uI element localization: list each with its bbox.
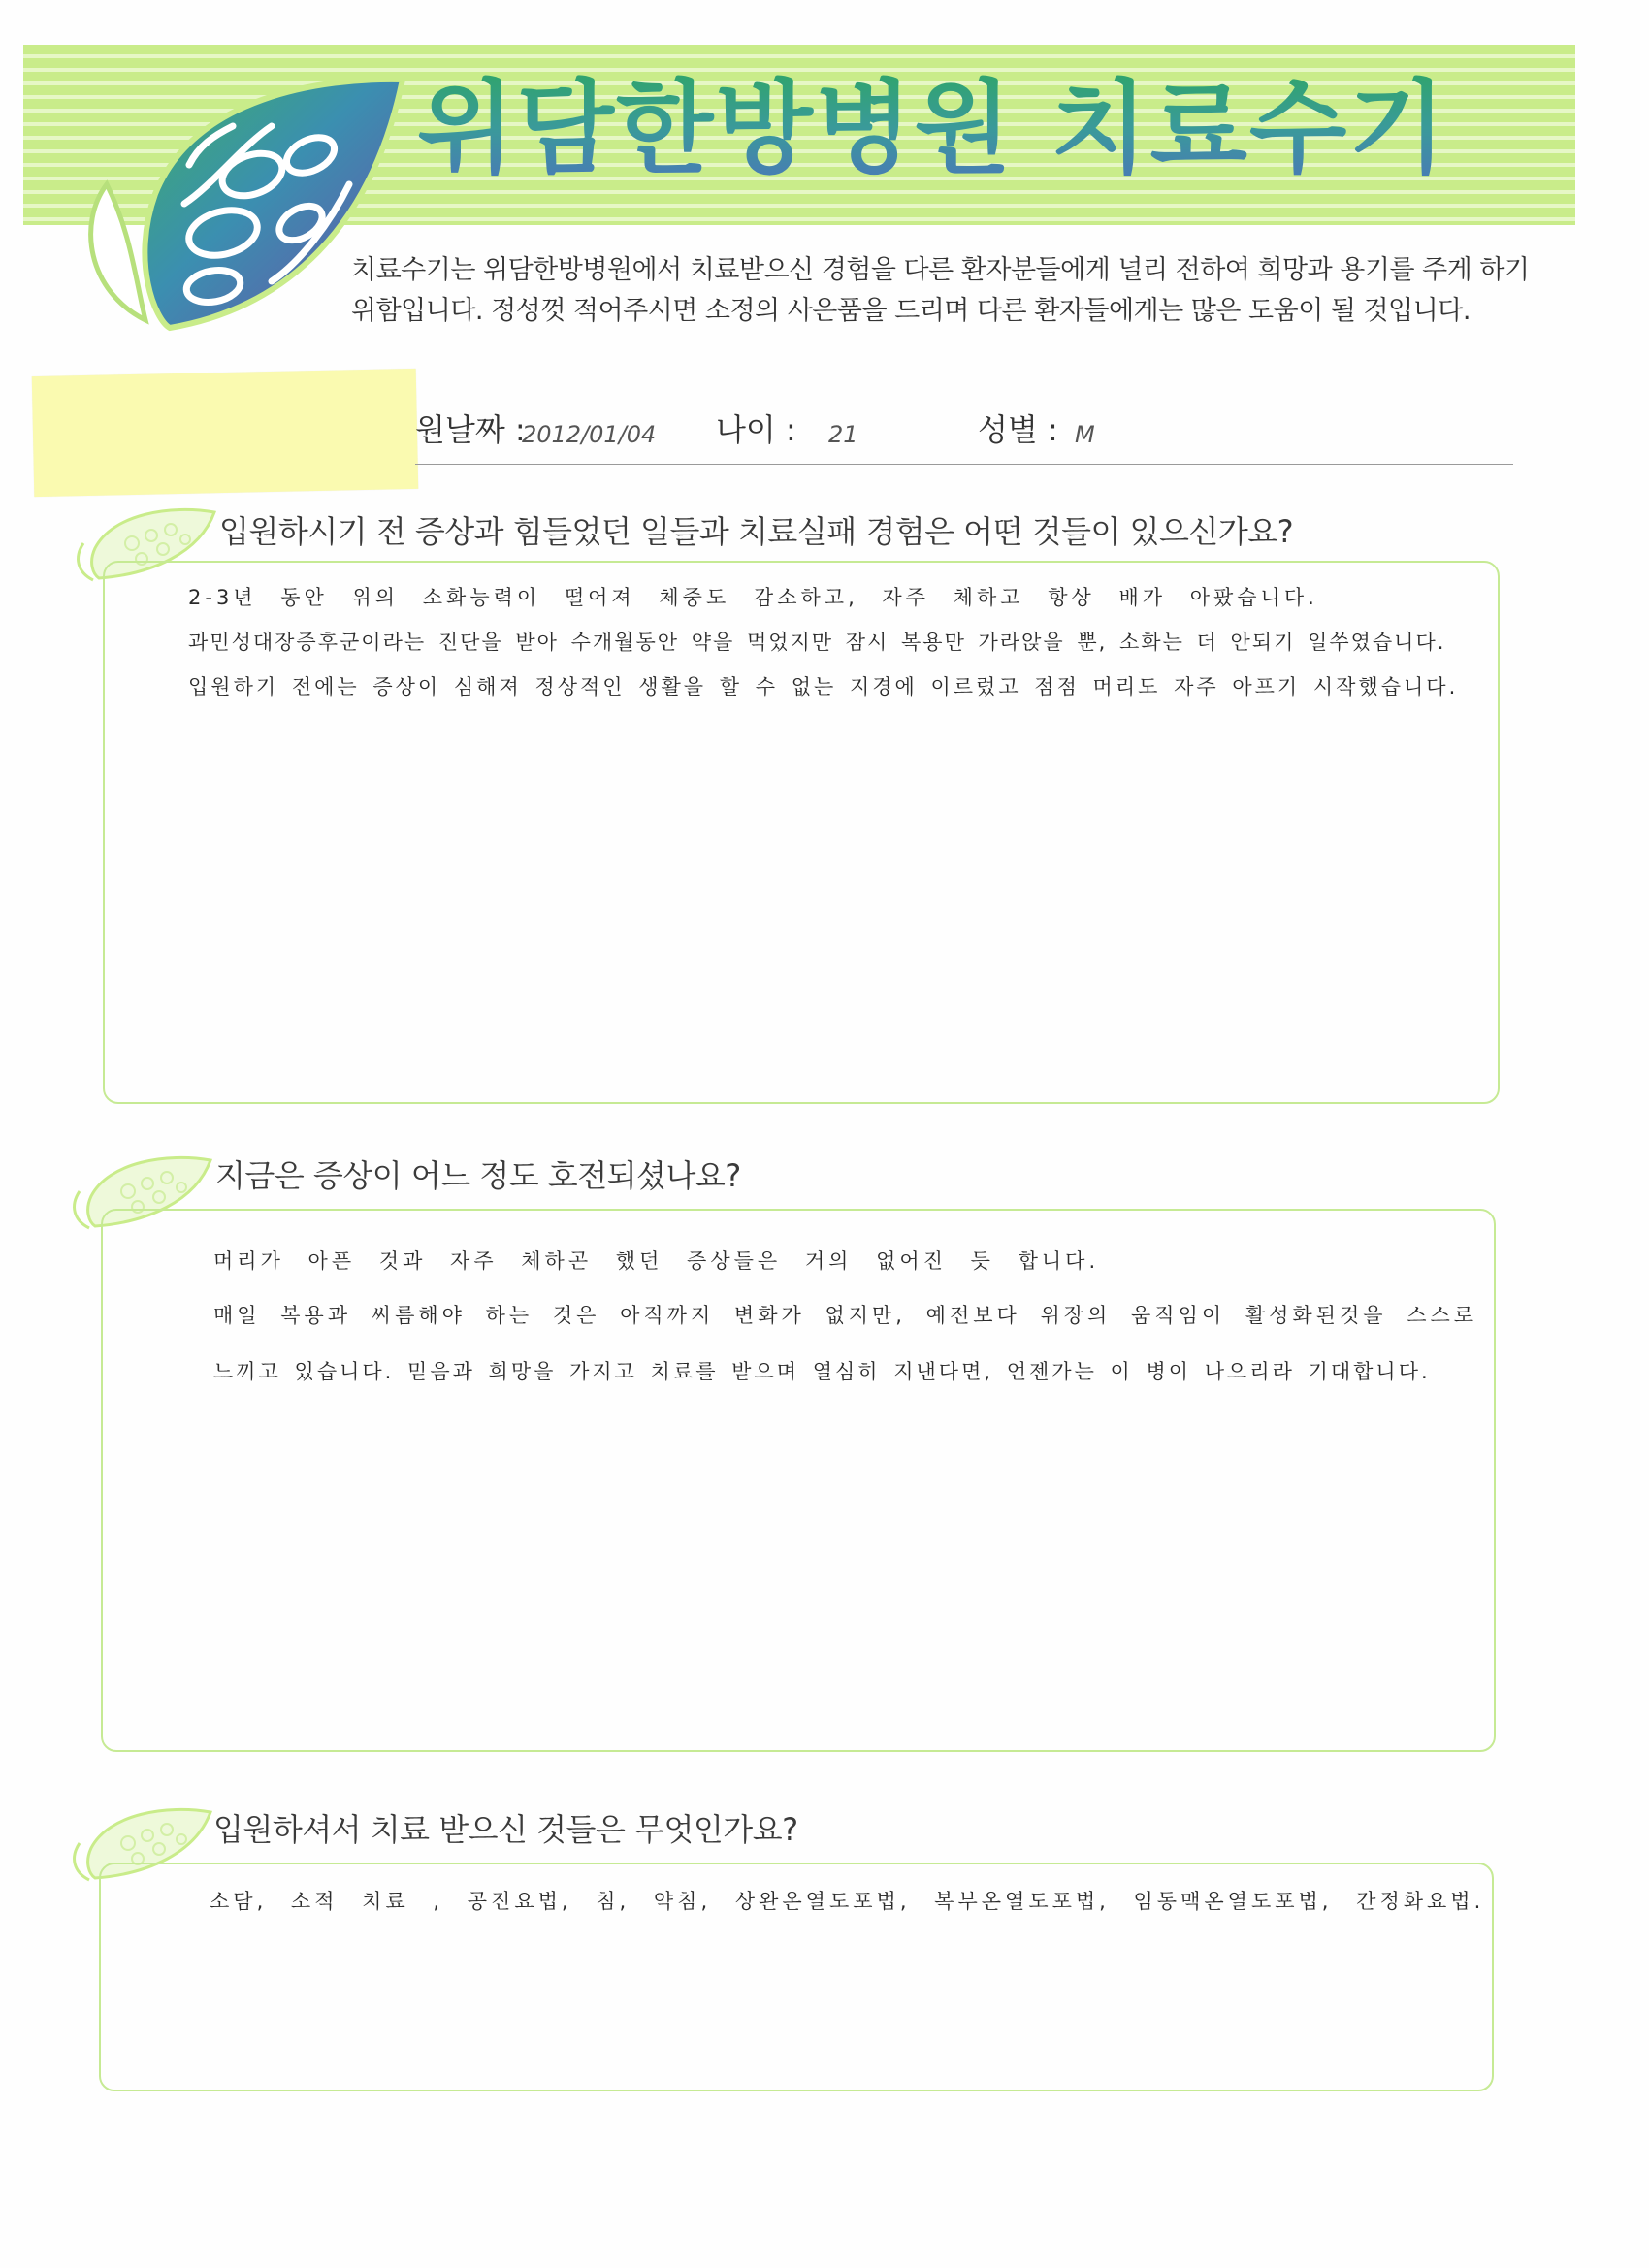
answer-3-line-1: 소담, 소적 치료 , 공진요법, 침, 약침, 상완온열도포법, 복부온열도포법, 임동맥온열도포법, 간정화요법. <box>210 1890 1485 1913</box>
age-label: 나이 : <box>716 411 796 448</box>
intro-text <box>351 250 1535 332</box>
answer-box-2 <box>101 1209 1496 1752</box>
info-underline <box>415 464 1513 465</box>
intro-line-1: 치료수기는 위담한방병원에서 치료받으신 경험을 다른 환자분들에게 널리 전하여 희망과 용기를 주게 하기 <box>351 255 1530 285</box>
gender-value: M <box>1075 421 1095 448</box>
gender-label: 성별 : <box>978 411 1058 448</box>
admission-date-label: 원날짜 : <box>415 411 526 448</box>
answer-1-line-3: 입원하기 전에는 증상이 심해져 정상적인 생활을 할 수 없는 지경에 이르렀고 점점 머리도 자주 아프기 시작했습니다. <box>188 675 1459 698</box>
patient-info-row <box>415 407 1513 466</box>
intro-line-2: 위함입니다. 정성껏 적어주시면 소정의 사은품을 드리며 다른 환자들에게는 많은 도움이 될 것입니다. <box>351 296 1471 326</box>
sticky-note <box>32 369 419 497</box>
question-3: 입원하셔서 치료 받으신 것들은 무엇인가요? <box>213 1811 798 1848</box>
answer-2-line-3: 느끼고 있습니다. 믿음과 희망을 가지고 치료를 받으며 열심히 지낸다면, 언젠가는 이 병이 나으리라 기대합니다. <box>213 1360 1431 1383</box>
admission-date-value: 2012/01/04 <box>522 421 657 448</box>
question-1: 입원하시기 전 증상과 힘들었던 일들과 치료실패 경험은 어떤 것들이 있으신가요? <box>219 513 1294 550</box>
page-title: 위담한방병원 치료수기 <box>417 69 1448 187</box>
answer-1-line-1: 2-3년 동안 위의 소화능력이 떨어져 체중도 감소하고, 자주 체하고 항상 배가 아팠습니다. <box>188 586 1318 609</box>
answer-1-line-2: 과민성대장증후군이라는 진단을 받아 수개월동안 약을 먹었지만 잠시 복용만 가라앉을 뿐, 소화는 더 안되기 일쑤였습니다. <box>188 631 1446 654</box>
answer-2-line-1: 머리가 아픈 것과 자주 체하곤 했던 증상들은 거의 없어진 듯 합니다. <box>213 1249 1100 1273</box>
answer-2-line-2: 매일 복용과 씨름해야 하는 것은 아직까지 변화가 없지만, 예전보다 위장의 움직임이 활성화된것을 스스로 <box>213 1304 1478 1327</box>
age-value: 21 <box>828 421 858 448</box>
question-2: 지금은 증상이 어느 정도 호전되셨나요? <box>215 1157 741 1194</box>
